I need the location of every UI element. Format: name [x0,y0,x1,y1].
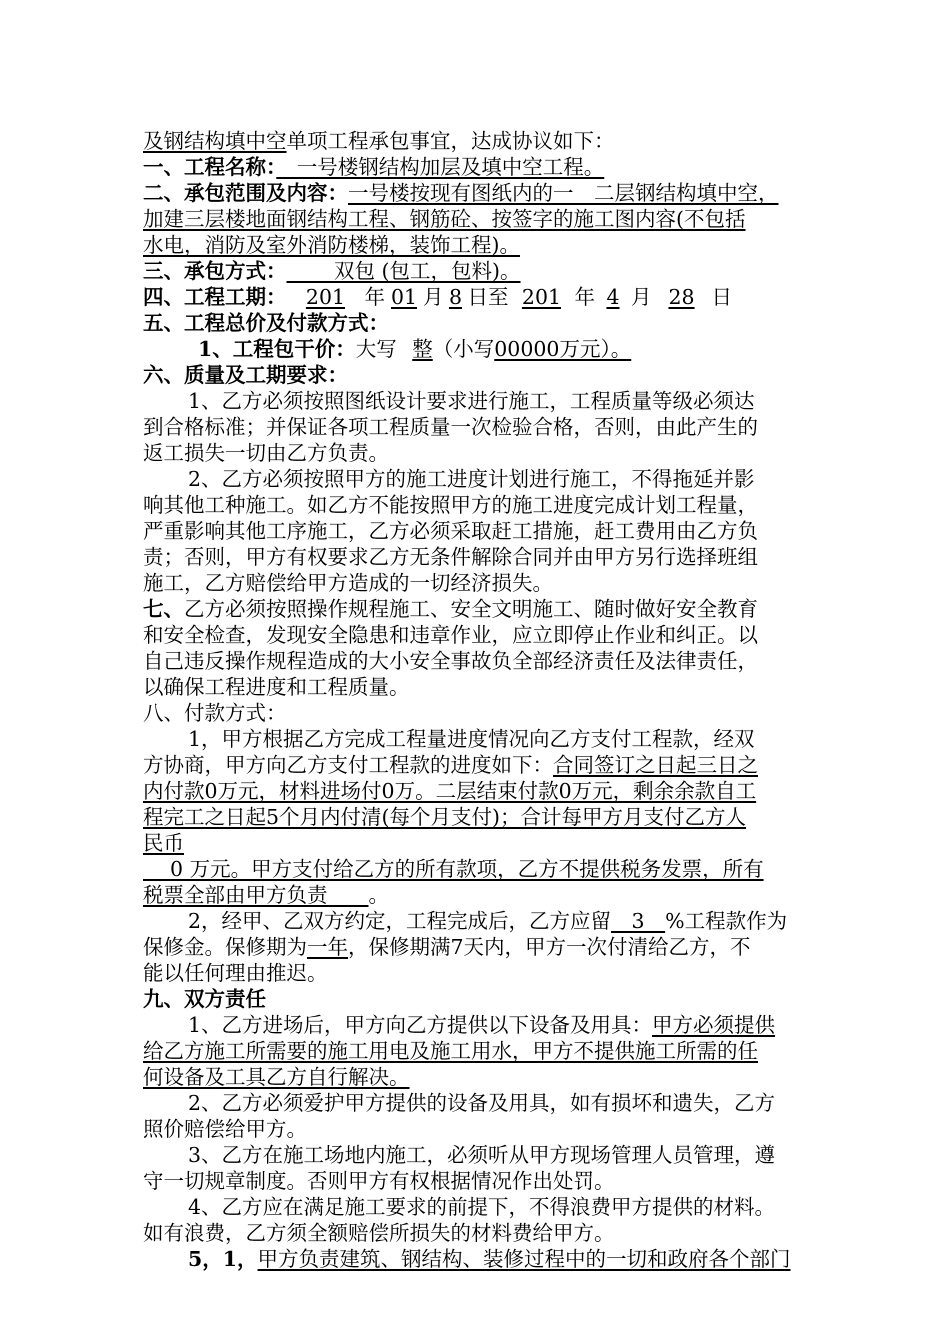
s8-p1-line-7b: 。 [368,883,389,907]
s7-line-3: 自己违反操作规程造成的大小安全事故负全部经济责任及法律责任， [143,649,758,673]
s9-p2-line-2: 照价赔偿给甲方。 [143,1117,307,1141]
start-day-unit: 日至 [467,285,509,309]
scope-line-2: 加建三层楼地面钢结构工程、钢筋砼、按签字的施工图内容(不包括 [143,207,746,231]
end-day-unit: 日 [711,285,732,309]
section-9-label: 九、双方责任 [143,987,266,1011]
start-year: 201 [305,285,346,309]
price-text-c: 元）。 [579,337,632,361]
scope-line-3-wrap [143,232,520,258]
s6-p1-line-3: 返工损失一切由乙方负责。 [143,441,389,465]
s9-p1-line-2: 给乙方施工所需要的施工用电及施工用水，甲方不提供施工所需的任 [143,1039,758,1063]
section-4-label: 四、工程工期： [143,285,287,309]
section-3-label: 三、承包方式： [143,259,287,283]
s7-line-2: 和安全检查，发现安全隐患和违章作业，应立即停止作业和纠正。以 [143,623,758,647]
section-1-label: 一、工程名称： [143,155,277,179]
s8-p2-line-2a: 保修金。保修期为 [143,935,307,959]
intro-text: 单项工程承包事宜，达成协议如下： [286,129,615,153]
s8-p2-line-1a: 2，经甲、乙双方约定，工程完成后，乙方应留 [188,909,612,933]
s8-p1-line-3: 内付款0万元，材料进场付0万。二层结束付款0万元，剩余余款自工 [143,779,757,803]
price-text-b: （小写 [432,337,495,361]
contract-mode: 双包 (包工，包料)。 [286,259,521,283]
s9-p5-line-1 [188,1246,791,1272]
s6-p2-line-5: 施工，乙方赔偿给甲方造成的一切经济损失。 [143,571,553,595]
price-words: 整 [412,337,433,361]
section-8-label: 八、付款方式： [143,701,287,725]
end-year-unit: 年 [574,285,595,309]
s6-p1-line-2: 到合格标准；并保证各项工程质量一次检验合格，否则，由此产生的 [143,415,758,439]
s9-p1-line-3: 何设备及工具乙方自行解决。 [143,1065,410,1089]
s8-p1-line-6: 0 万元。甲方支付给乙方的所有款项，乙方不提供税务发票，所有 [143,857,764,881]
s8-p2-line-2 [143,934,751,960]
intro-underlined: 及钢结构填中空 [143,129,287,153]
section-1 [143,154,604,180]
section-3 [143,258,793,284]
price-label: 1、工程包干价： [198,337,356,361]
s6-p2-line-3: 严重影响其他工序施工，乙方必须采取赶工措施，赶工费用由乙方负 [143,519,758,543]
project-name: 一号楼钢结构加层及填中空工程。 [276,155,605,179]
s8-p1-line-2b: 合同签订之日起三日之 [553,753,758,777]
s8-p1-line-7u: 税票全部由甲方负责 [143,883,369,907]
price-figures: 00000万 [494,337,580,361]
s6-p2-line-2: 响其他工种施工。如乙方不能按照甲方的施工进度完成计划工程量， [143,493,758,517]
s9-p5-num: 5，1， [188,1247,258,1271]
section-5-price [198,336,631,362]
s9-p3-line-2: 守一切规章制度。否则甲方有权根据情况作出处罚。 [143,1169,615,1193]
retention-percent: 3 [611,909,666,933]
end-month: 4 [606,285,620,309]
s9-p3-line-1: 3、乙方在施工场地内施工，必须听从甲方现场管理人员管理，遵 [188,1143,776,1167]
scope-line-3: 水电，消防及室外消防楼梯，装饰工程)。 [143,233,520,257]
s6-p1-line-1: 1、乙方必须按照图纸设计要求进行施工，工程质量等级必须达 [188,389,755,413]
s9-p1-line-1 [188,1012,775,1038]
s8-p1-line-7 [143,882,389,908]
end-year: 201 [521,285,562,309]
s6-p2-line-4: 责；否则，甲方有权要求乙方无条件解除合同并由甲方另行选择班组 [143,545,758,569]
s9-p1-line-1a: 1、乙方进场后，甲方向乙方提供以下设备及用具： [188,1013,653,1037]
section-7 [143,596,758,622]
s8-p1-line-2a: 方协商，甲方向乙方支付工程款的进度如下： [143,753,553,777]
s9-p1-line-1u: 甲方必须提供 [652,1013,776,1037]
section-7-label: 七、 [143,597,184,621]
intro-line [143,128,615,154]
s8-p2-line-2b: ，保修期满7天内，甲方一次付清给乙方，不 [348,935,751,959]
section-5-label: 五、工程总价及付款方式： [143,311,389,335]
s6-p2-line-1: 2、乙方必须按照甲方的施工进度计划进行施工，不得拖延并影 [188,467,755,491]
s7-line-1: 乙方必须按照操作规程施工、安全文明施工、随时做好安全教育 [184,597,758,621]
s8-p1-line-5: 民币 [143,831,184,855]
s8-p2-line-3: 能以任何理由推迟。 [143,961,328,985]
s8-p2-line-1b: %工程款作为 [665,909,788,933]
section-4 [143,284,732,310]
s9-p5-text: 甲方负责建筑、钢结构、装修过程中的一切和政府各个部门 [257,1247,791,1271]
s9-p2-line-1: 2、乙方必须爱护甲方提供的设备及用具，如有损坏和遗失，乙方 [188,1091,776,1115]
section-6-label: 六、质量及工期要求： [143,363,348,387]
section-2 [143,180,779,206]
section-2-label: 二、承包范围及内容： [143,181,348,205]
start-month-unit: 月 [423,285,444,309]
s9-p1-line-3-wrap [143,1064,410,1090]
start-day: 8 [448,285,463,309]
scope-line-1: 一号楼按现有图纸内的一 二层钢结构填中空， [348,181,779,205]
s7-line-4: 以确保工程进度和工程质量。 [143,675,410,699]
start-year-unit: 年 [364,285,385,309]
s8-p1-line-2 [143,752,758,778]
s9-p4-line-2: 如有浪费，乙方须全额赔偿所损失的材料费给甲方。 [143,1221,615,1245]
s8-p2-line-1 [188,908,787,934]
end-month-unit: 月 [631,285,652,309]
price-text-a: 大写 [355,337,397,361]
s8-p1-line-4: 程完工之日起5个月内付清(每个月支付)；合计每甲方月支付乙方人 [143,805,747,829]
start-month: 01 [390,285,418,309]
end-day: 28 [668,285,695,309]
s9-p4-line-1: 4、乙方应在满足施工要求的前提下，不得浪费甲方提供的材料。 [188,1195,776,1219]
warranty-period: 一年 [307,935,348,959]
s8-p1-line-1: 1，甲方根据乙方完成工程量进度情况向乙方支付工程款，经双 [188,727,755,751]
